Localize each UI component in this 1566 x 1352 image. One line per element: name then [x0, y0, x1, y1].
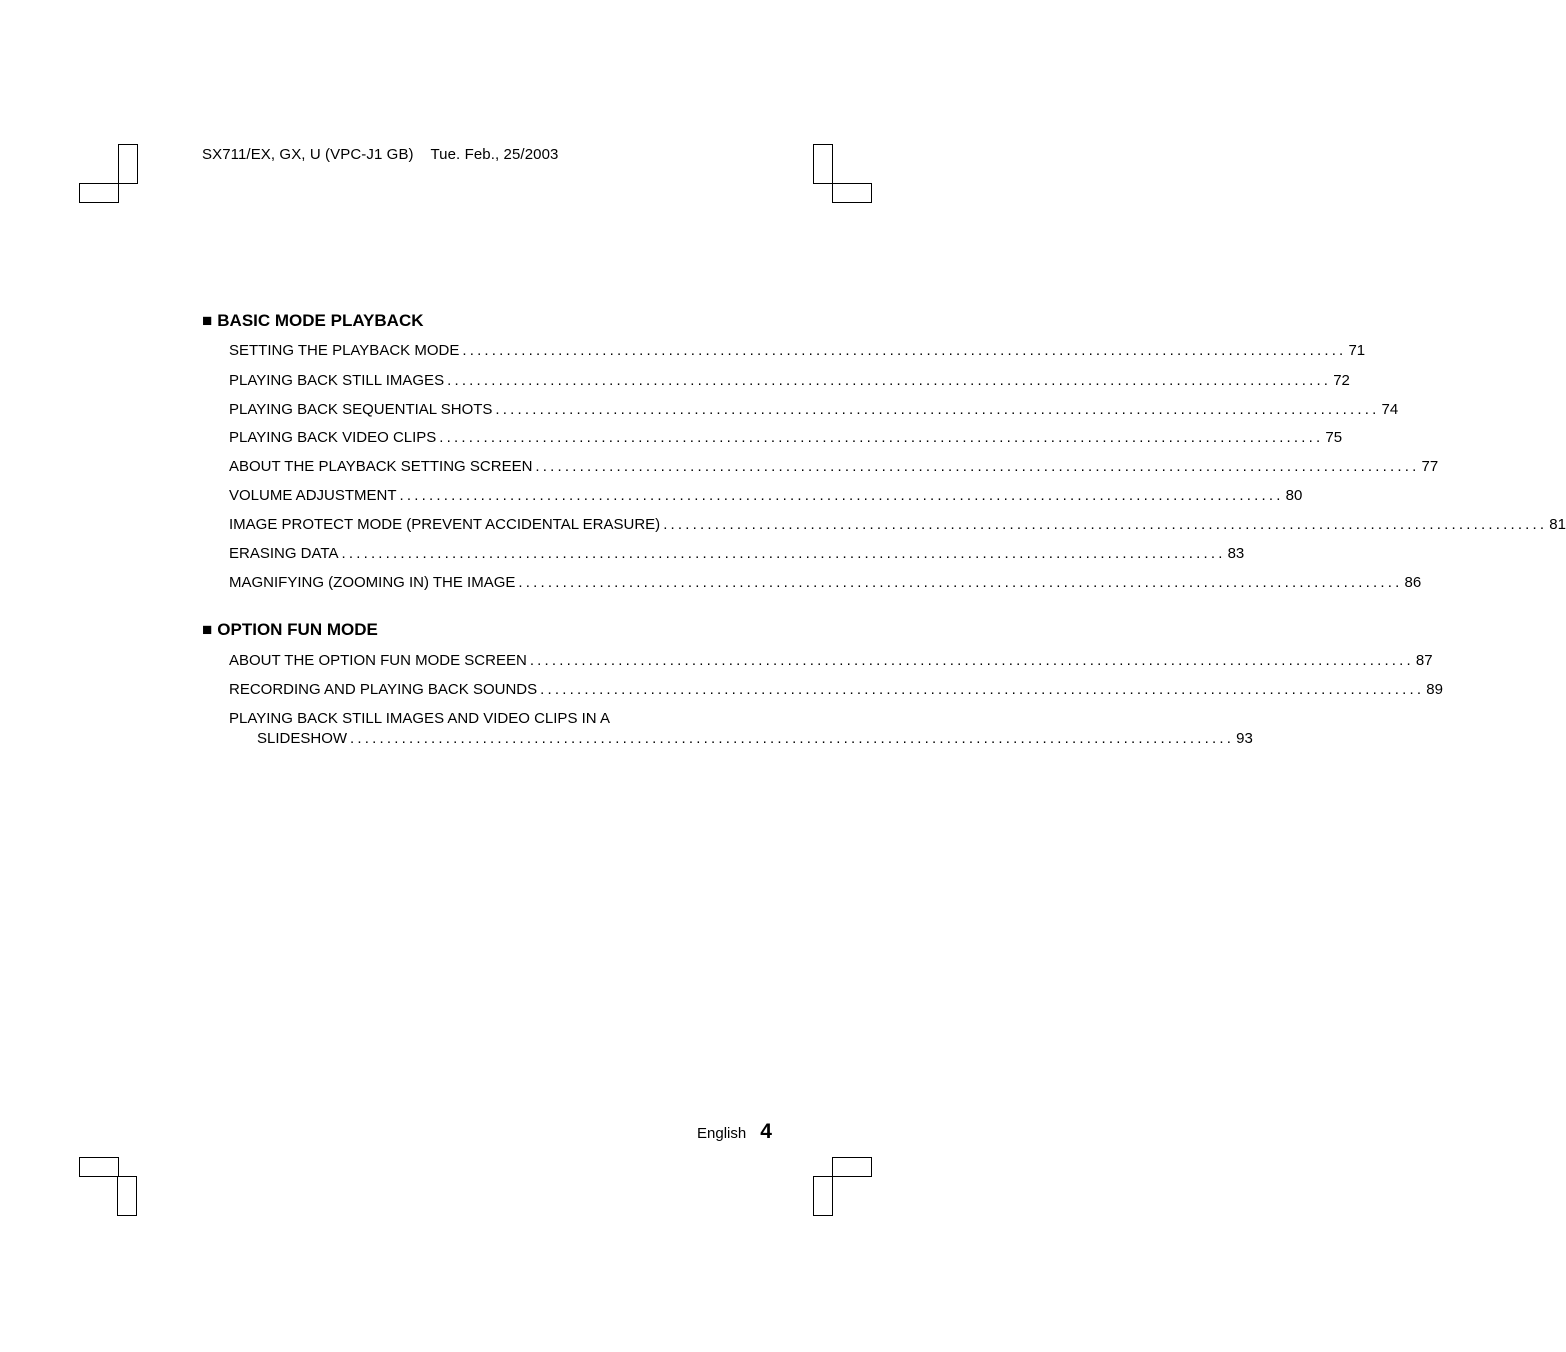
dot-leader: ........................................................................................................................: [529, 652, 1414, 669]
toc-entry: PLAYING BACK VIDEO CLIPS ........................................................................................................................ 75: [229, 429, 1343, 446]
print-slug: [202, 146, 558, 163]
crop-mark-top-right-horizontal: [832, 183, 872, 203]
dot-leader: ........................................................................................................................: [439, 429, 1324, 446]
model-code: SX711/EX, GX, U (VPC-J1 GB): [202, 146, 414, 163]
dot-leader: ........................................................................................................................: [495, 401, 1380, 418]
page-ref: 83: [1227, 545, 1245, 562]
square-bullet-icon: ■: [202, 620, 213, 639]
crop-mark-bottom-left-horizontal: [79, 1157, 119, 1177]
toc-entry: RECORDING AND PLAYING BACK SOUNDS ........................................................................................................................ 89: [229, 681, 1443, 698]
page-ref: 80: [1285, 487, 1303, 504]
dot-leader: ........................................................................................................................: [540, 681, 1425, 698]
dot-leader: ........................................................................................................................: [462, 342, 1347, 359]
section-title-option-fun-mode: [202, 620, 378, 640]
dot-leader: ........................................................................................................................: [447, 372, 1332, 389]
toc-entry: PLAYING BACK SEQUENTIAL SHOTS ........................................................................................................................ 74: [229, 401, 1399, 418]
dot-leader: ........................................................................................................................: [663, 516, 1548, 533]
dot-leader: ........................................................................................................................: [399, 487, 1284, 504]
page-ref: 77: [1421, 458, 1439, 475]
toc-entry: PLAYING BACK STILL IMAGES ........................................................................................................................ 72: [229, 372, 1350, 389]
print-date: Tue. Feb., 25/2003: [430, 146, 559, 163]
crop-mark-bottom-right-horizontal: [832, 1157, 872, 1177]
dot-leader: ........................................................................................................................: [535, 458, 1420, 475]
crop-mark-top-right-vertical: [813, 144, 833, 184]
toc-entry-multiline: [229, 710, 1253, 748]
page-ref: 89: [1426, 681, 1443, 698]
crop-mark-top-left-horizontal: [79, 183, 119, 203]
page-ref: 93: [1236, 730, 1253, 747]
toc-entry: ERASING DATA ........................................................................................................................ 83: [229, 545, 1245, 562]
crop-mark-top-left-vertical: [118, 144, 138, 184]
toc-entry-label: PLAYING BACK STILL IMAGES AND VIDEO CLIPS IN A: [229, 710, 610, 727]
dot-leader: ........................................................................................................................: [518, 574, 1403, 591]
crop-mark-bottom-right-vertical: [813, 1176, 833, 1216]
toc-entry: IMAGE PROTECT MODE (PREVENT ACCIDENTAL ERASURE) ........................................................................................................................ 81: [229, 516, 1566, 533]
toc-entry: VOLUME ADJUSTMENT ........................................................................................................................ 80: [229, 487, 1303, 504]
square-bullet-icon: ■: [202, 311, 213, 330]
page-ref: 86: [1404, 574, 1422, 591]
language-label: English: [697, 1125, 747, 1142]
section-title-basic-mode-playback: [202, 311, 424, 331]
page-ref: 81: [1549, 516, 1566, 533]
page-ref: 72: [1333, 372, 1350, 389]
page-ref: 74: [1381, 401, 1399, 418]
section-title-text: OPTION FUN MODE: [217, 620, 378, 639]
toc-entry: ABOUT THE PLAYBACK SETTING SCREEN ........................................................................................................................ 77: [229, 458, 1439, 475]
toc-entry: ABOUT THE OPTION FUN MODE SCREEN ........................................................................................................................ 87: [229, 652, 1433, 669]
toc-entry: MAGNIFYING (ZOOMING IN) THE IMAGE ........................................................................................................................ 86: [229, 574, 1422, 591]
page-ref: 71: [1348, 342, 1366, 359]
page-ref: 87: [1415, 652, 1433, 669]
page-footer: [697, 1120, 772, 1144]
toc-entry-label-continued: SLIDESHOW: [257, 730, 348, 747]
crop-mark-bottom-left-vertical: [117, 1176, 137, 1216]
page-number: 4: [760, 1120, 772, 1143]
dot-leader: ........................................................................................................................: [350, 730, 1235, 747]
toc-entry: SETTING THE PLAYBACK MODE ........................................................................................................................ 71: [229, 342, 1366, 359]
section-title-text: BASIC MODE PLAYBACK: [217, 311, 424, 330]
dot-leader: ........................................................................................................................: [341, 545, 1226, 562]
page-ref: 75: [1325, 429, 1343, 446]
